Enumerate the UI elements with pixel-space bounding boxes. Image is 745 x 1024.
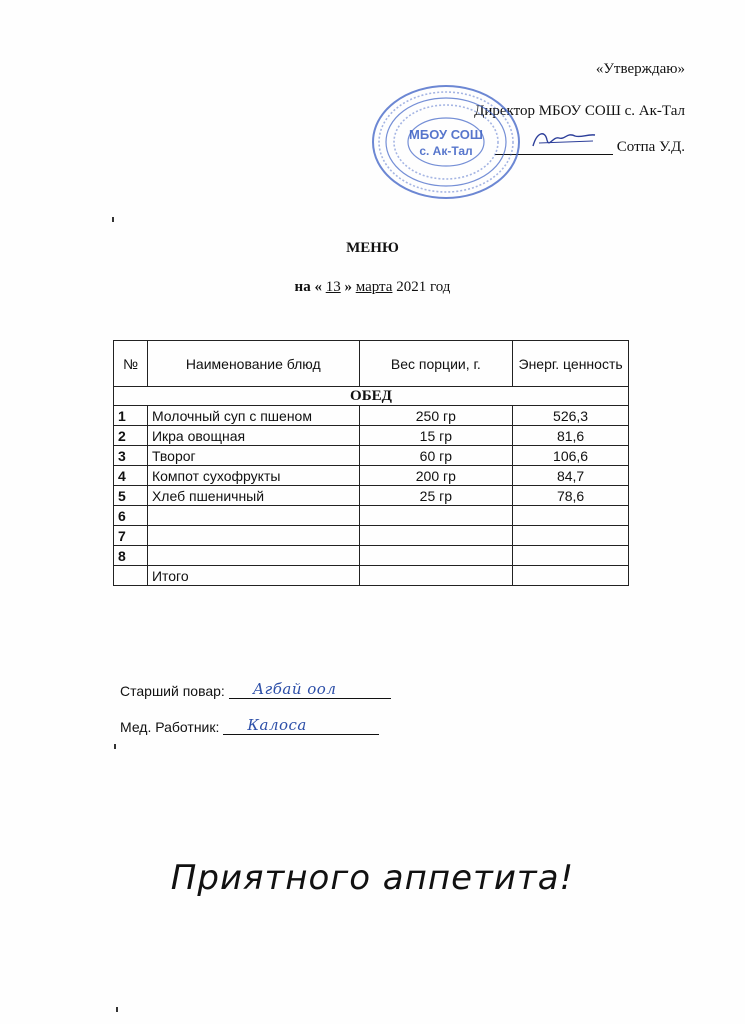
table-row — [114, 486, 629, 506]
dish-weight — [359, 506, 513, 526]
row-number: 1 — [114, 406, 148, 426]
total-number-cell — [114, 566, 148, 586]
stamp-text-line1: МБОУ СОШ — [409, 127, 483, 142]
dish-name: Компот сухофрукты — [147, 466, 359, 486]
dish-energy: 78,6 — [513, 486, 629, 506]
dish-weight: 15 гр — [359, 426, 513, 446]
medic-line — [120, 718, 379, 735]
total-row — [114, 566, 629, 586]
dish-energy: 106,6 — [513, 446, 629, 466]
chef-signature-line — [229, 682, 391, 699]
dish-name — [147, 546, 359, 566]
table-row — [114, 406, 629, 426]
dish-energy — [513, 506, 629, 526]
total-label: Итого — [147, 566, 359, 586]
table-row — [114, 426, 629, 446]
dish-energy: 526,3 — [513, 406, 629, 426]
header-portion-weight: Вес порции, г. — [359, 341, 513, 387]
date-prefix: на « — [294, 279, 322, 295]
table-row — [114, 546, 629, 566]
dish-name — [147, 526, 359, 546]
date-year: 2021 год — [396, 279, 451, 295]
dish-weight — [359, 526, 513, 546]
row-number: 2 — [114, 426, 148, 446]
menu-title: МЕНЮ — [346, 240, 399, 256]
table-header-row — [114, 341, 629, 387]
row-number: 7 — [114, 526, 148, 546]
row-number: 5 — [114, 486, 148, 506]
dish-weight: 250 гр — [359, 406, 513, 426]
date-mid: » — [344, 279, 352, 295]
dish-name: Икра овощная — [147, 426, 359, 446]
medic-label: Мед. Работник: — [120, 719, 220, 735]
approval-signature-line — [495, 140, 685, 155]
dish-weight: 200 гр — [359, 466, 513, 486]
row-number: 8 — [114, 546, 148, 566]
dish-energy — [513, 546, 629, 566]
chef-label: Старший повар: — [120, 683, 225, 699]
table-row — [114, 446, 629, 466]
menu-date — [0, 279, 745, 296]
chef-signature: Агбай оол — [252, 680, 337, 698]
date-month: марта — [355, 279, 393, 295]
dish-weight — [359, 546, 513, 566]
date-day: 13 — [325, 279, 341, 295]
dish-energy: 84,7 — [513, 466, 629, 486]
school-stamp — [370, 83, 522, 201]
header-number: № — [114, 341, 148, 387]
menu-table — [113, 340, 629, 586]
section-label: ОБЕД — [114, 387, 629, 406]
total-weight-cell — [359, 566, 513, 586]
dish-name: Молочный суп с пшеном — [147, 406, 359, 426]
row-number: 4 — [114, 466, 148, 486]
dish-name: Хлеб пшеничный — [147, 486, 359, 506]
stamp-text-line2: с. Ак-Тал — [419, 144, 473, 158]
approval-title: «Утверждаю» — [595, 61, 685, 77]
row-number: 6 — [114, 506, 148, 526]
dish-weight: 25 гр — [359, 486, 513, 506]
dish-name: Творог — [147, 446, 359, 466]
dish-energy: 81,6 — [513, 426, 629, 446]
table-row — [114, 526, 629, 546]
section-row — [114, 387, 629, 406]
director-name: Сотпа У.Д. — [616, 139, 685, 155]
approval-position: Директор МБОУ СОШ с. Ак-Тал — [474, 103, 685, 119]
dish-weight: 60 гр — [359, 446, 513, 466]
total-energy-cell — [513, 566, 629, 586]
row-number: 3 — [114, 446, 148, 466]
scan-speck — [114, 744, 116, 749]
dish-energy — [513, 526, 629, 546]
table-row — [114, 506, 629, 526]
header-energy-value: Энерг. ценность — [513, 341, 629, 387]
medic-signature-line — [223, 718, 379, 735]
chef-line — [120, 682, 391, 699]
closing-wish: Приятного аппетита! — [170, 858, 575, 898]
medic-signature: Калоса — [247, 716, 307, 734]
header-dish-name: Наименование блюд — [147, 341, 359, 387]
scan-speck — [116, 1007, 118, 1012]
scan-speck — [112, 217, 114, 222]
table-row — [114, 466, 629, 486]
dish-name — [147, 506, 359, 526]
